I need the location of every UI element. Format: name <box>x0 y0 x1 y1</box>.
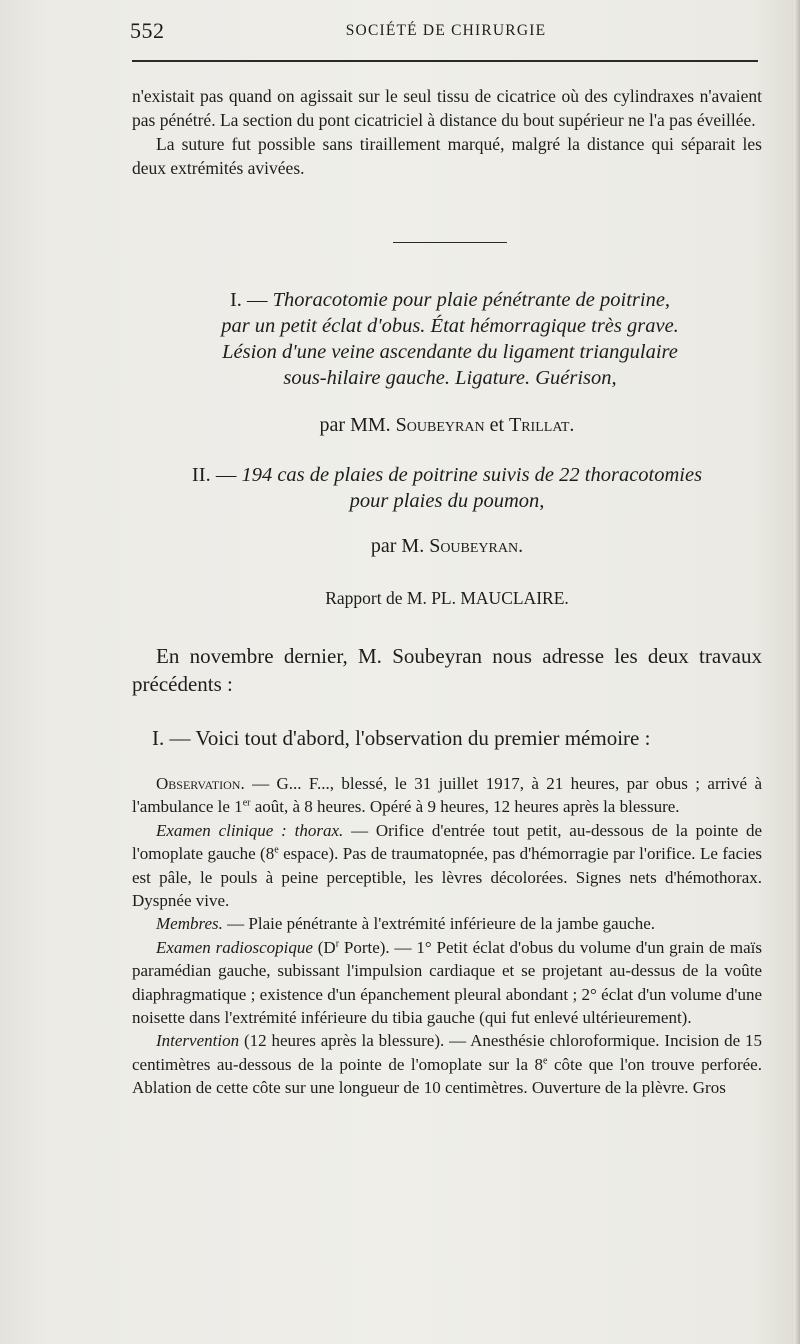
observation-body <box>132 772 762 1100</box>
examen-clinique-sup: e <box>274 844 279 856</box>
membres-text: — Plaie pénétrante à l'extrémité inférieure de la jambe gauche. <box>222 914 655 934</box>
examen-clinique-text: — Orifice d'entrée tout petit, au-dessous de la pointe de l'omoplate gauche (8 <box>132 820 762 864</box>
examen-radio-paragraph <box>132 936 762 1030</box>
intro-paragraph-2: La suture fut possible sans tiraillement marqué, malgré la distance qui séparait les deux extrémités avivées. <box>132 134 762 178</box>
title-2-line-1-text: 194 cas de plaies de poitrine suivis de 22 thoracotomies <box>241 464 703 486</box>
examen-clinique-text-b: espace). Pas de traumatopnée, pas d'hémorragie par l'orifice. Le facies est pâle, le pouls à peine perceptible, les lèvres décolorées. Signes nets d'hémothorax. Dyspnée vive. <box>132 844 763 911</box>
page-edge <box>794 0 800 1344</box>
examen-radio-label: Examen radioscopique <box>156 937 313 957</box>
page-number: 552 <box>130 18 165 43</box>
byline-1-prefix: par MM. <box>319 414 391 436</box>
article-title-1 <box>150 287 750 391</box>
article-title-2 <box>132 462 762 514</box>
observation-text: — G... F..., blessé, le 31 juillet 1917, à 21 heures, par obus ; arrivé à l'ambulance le 1 <box>132 774 762 817</box>
title-1-line-1-text: Thoracotomie pour plaie pénétrante de poitrine, <box>272 289 671 311</box>
intervention-text-b: côte que l'on trouve perforée. Ablation de cette côte sur une longueur de 10 centimètres. Ouverture de la plèvre. Gros <box>132 1054 762 1098</box>
lead-paragraph <box>132 642 762 698</box>
membres-label: Membres. <box>156 914 223 934</box>
author-trillat: Trillat. <box>509 414 575 436</box>
intervention-text: (12 heures après la blessure). — Anesthésie chloroformique. Incision de 15 centimètres au-dessous de la pointe de l'omoplate sur la 8 <box>132 1031 762 1074</box>
intervention-label: Intervention <box>156 1031 240 1051</box>
observation-text-b: août, à 8 heures. Opéré à 9 heures, 12 heures après la blessure. <box>250 797 680 817</box>
membres-paragraph <box>132 912 762 935</box>
lead-text: En novembre dernier, M. Soubeyran nous adresse les deux travaux précédents : <box>132 644 762 696</box>
title-2-number: II. — <box>191 464 237 486</box>
examen-clinique-label: Examen clinique : thorax. <box>156 820 344 840</box>
observation-sup: er <box>242 797 251 809</box>
intro-paragraph-1: n'existait pas quand on agissait sur le seul tissu de cicatrice où des cylindraxes n'avaient pas pénétré. La section du pont cicatriciel à distance du bout supérieur ne l'a pas éveillée. <box>132 86 762 130</box>
title-2-line-2: pour plaies du poumon, <box>349 490 545 512</box>
report-author: Rapport de M. PL. MAUCLAIRE. <box>325 588 569 608</box>
section-heading-i: I. — Voici tout d'abord, l'observation du premier mémoire : <box>152 726 651 750</box>
observation-paragraph <box>132 772 762 819</box>
byline-1 <box>132 412 762 438</box>
examen-clinique-paragraph <box>132 819 762 913</box>
page-header <box>130 18 762 48</box>
examen-radio-sup: r <box>335 938 340 950</box>
title-1-line-3: Lésion d'une veine ascendante du ligament triangulaire <box>222 341 678 363</box>
byline-1-and: et <box>489 414 504 436</box>
header-rule <box>132 60 758 62</box>
title-1-line-4: sous-hilaire gauche. Ligature. Guérison, <box>283 367 617 389</box>
author-soubeyran-2: Soubeyran. <box>429 535 524 557</box>
observation-label: Observation. <box>156 774 245 793</box>
intro-text <box>132 84 762 180</box>
running-head: SOCIÉTÉ DE CHIRURGIE <box>345 22 547 39</box>
title-1-line-1 <box>150 287 750 313</box>
examen-radio-text: (D <box>312 937 336 957</box>
title-2-line-1 <box>132 462 762 488</box>
title-1-line-2: par un petit éclat d'obus. État hémorragique très grave. <box>221 315 679 337</box>
author-soubeyran: Soubeyran <box>395 414 485 436</box>
byline-2 <box>132 533 762 559</box>
examen-radio-text-b: Porte). — 1° Petit éclat d'obus du volume d'un grain de maïs paramédian gauche, subissant l'impulsion cardiaque et se projetant au-dessus de la voûte diaphragmatique ; existence d'un épanchement pleural abondant ; 2° éclat d'un volume d'une noisette dans l'extrémité inférieure du tibia gauche (qui fut enlevé ultérieurement). <box>132 937 762 1028</box>
intervention-sup: e <box>543 1055 548 1067</box>
title-1-number: I. — <box>229 289 268 311</box>
intervention-paragraph <box>132 1029 762 1099</box>
byline-2-prefix: par M. <box>370 535 425 557</box>
section-divider <box>393 242 507 243</box>
